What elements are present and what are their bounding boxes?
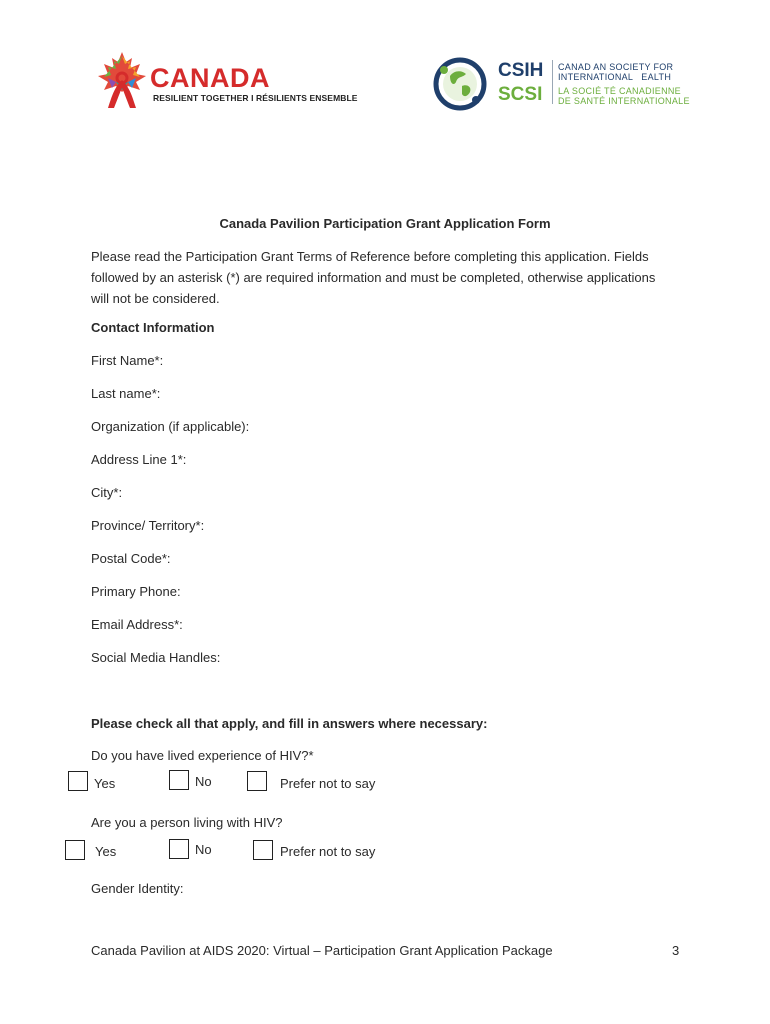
prefer-not-checkbox[interactable] [247,771,267,791]
gender-identity-field[interactable]: Gender Identity: [91,881,184,896]
csih-name-english: CANAD AN SOCIETY FOR INTERNATIONAL EALTH [558,62,674,82]
prefer-not-checkbox[interactable] [253,840,273,860]
globe-people-icon [432,56,488,112]
province-field[interactable]: Province/ Territory*: [91,518,205,533]
postal-code-field[interactable]: Postal Code*: [91,551,171,566]
social-media-field[interactable]: Social Media Handles: [91,650,221,665]
email-field[interactable]: Email Address*: [91,617,183,632]
yes-checkbox[interactable] [68,771,88,791]
check-heading: Please check all that apply, and fill in answers where necessary: [91,716,488,731]
no-option-label: No [195,774,212,789]
last-name-field[interactable]: Last name*: [91,386,161,401]
city-field[interactable]: City*: [91,485,123,500]
yes-option-label: Yes [94,776,116,791]
yes-checkbox[interactable] [65,840,85,860]
phone-field[interactable]: Primary Phone: [91,584,181,599]
canada-tagline: RESILIENT TOGETHER I RÉSILIENTS ENSEMBLE [153,93,358,103]
address-field[interactable]: Address Line 1*: [91,452,187,467]
csih-logo [432,56,690,114]
prefer-not-option-label: Prefer not to say [280,776,376,791]
intro-line: Please read the Participation Grant Terms of Reference before completing this application. Fields [91,249,649,264]
canada-logo [92,50,358,112]
form-title: Canada Pavilion Participation Grant Application Form [219,216,551,231]
page-number: 3 [672,943,680,958]
no-checkbox[interactable] [169,770,189,790]
no-option-label: No [195,842,212,857]
question-lived-experience: Do you have lived experience of HIV?* [91,748,314,763]
csih-name-french: LA SOCIÉ TÉ CANADIENNE DE SANTÉ INTERNATIONALE [558,86,690,106]
contact-heading: Contact Information [91,320,215,335]
prefer-not-option-label: Prefer not to say [280,844,376,859]
maple-leaf-ribbon-icon [92,50,152,112]
no-checkbox[interactable] [169,839,189,859]
page-footer: Canada Pavilion at AIDS 2020: Virtual – Participation Grant Application Package [91,943,553,958]
question-living-with-hiv: Are you a person living with HIV? [91,815,283,830]
yes-option-label: Yes [95,844,117,859]
intro-line: will not be considered. [91,291,220,306]
csih-acronym: CSIH [498,60,544,81]
intro-line: followed by an asterisk (*) are required information and must be completed, otherwise applications [91,270,656,285]
logo-divider [552,60,553,104]
organization-field[interactable]: Organization (if applicable): [91,419,250,434]
intro-paragraph [91,246,691,309]
canada-wordmark: CANADA [150,63,270,93]
scsi-acronym: SCSI [498,84,543,105]
first-name-field[interactable]: First Name*: [91,353,164,368]
